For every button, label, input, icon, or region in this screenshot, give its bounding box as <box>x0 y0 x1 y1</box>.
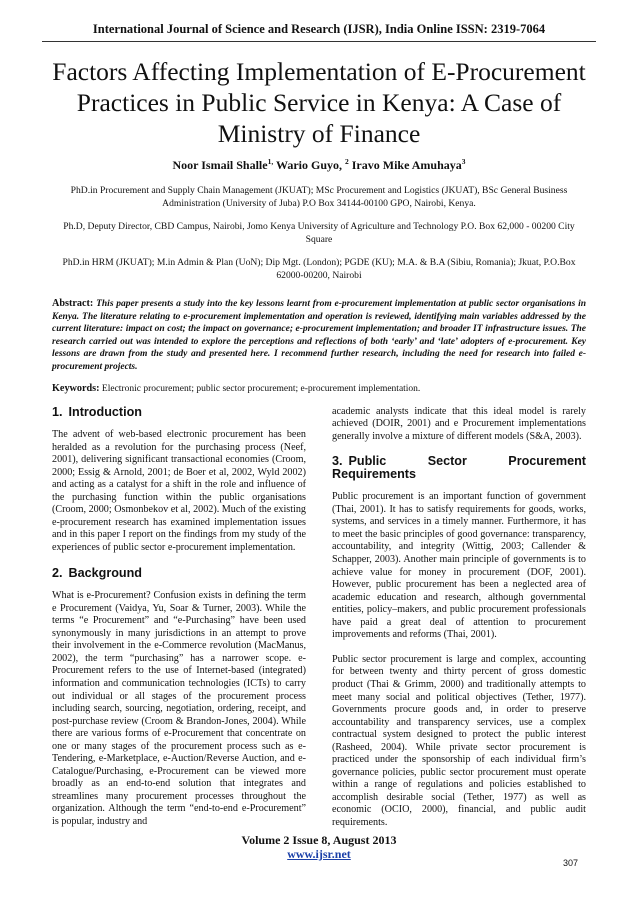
affiliation: Ph.D, Deputy Director, CBD Campus, Nairobi, Jomo Kenya University of Agriculture and Technology P.O. Box 62,000 - 00200 City Square <box>63 221 575 245</box>
section-heading-background <box>52 567 306 580</box>
author-affiliation-marker: 3 <box>461 157 466 166</box>
body-columns <box>52 406 586 842</box>
right-column <box>332 406 586 842</box>
author-affiliation-marker: 1, <box>267 157 274 166</box>
section-title: Background <box>68 565 142 580</box>
author-name: Wario Guyo, <box>273 158 346 172</box>
paragraph: Public procurement is an important function of government (Thai, 2001). It has to satisfy requirements for goods, works, systems, and services in a timely manner. Furthermore, it has to meet the basic principles of good governance: transparency, accountability, and integrity (Wittig, 2003; Callender & Schapper, 2003). Another main principle of governments is to achieve value for money in procurement (DOF, 2001). However, public procurement has been a neglected area of academic education and research, although governmental entities, policy–makers, and public procurement professionals have paid a great deal of attention to procurement improvements and reforms (Thai, 2001). <box>332 491 586 641</box>
author-line <box>52 157 586 173</box>
affiliation: PhD.in Procurement and Supply Chain Management (JKUAT); MSc Procurement and Logistics (JKUAT), BSc General Business Administration (University of Juba) P.O Box 34144-00100 GPO, Nairobi, Kenya. <box>70 185 568 209</box>
author-affiliation-marker: 2 <box>345 157 349 166</box>
page-number: 307 <box>562 858 578 868</box>
paragraph: academic analysts indicate that this ideal model is rarely achieved (DOIR, 2001) and e Procurement implementations generally involve a mixture of different models (S&A, 2003). <box>332 405 586 442</box>
journal-header: International Journal of Science and Research (IJSR), India Online ISSN: 2319-7064 <box>42 0 596 42</box>
section-number: 3. <box>332 454 343 469</box>
abstract-label: Abstract: <box>52 298 94 309</box>
paragraph: The advent of web-based electronic procurement has been heralded as a revolution for the purchasing process (Neef, 2001), delivering significant transactional economies (Croom, 2000; Essig & Arnold, 2001; de Boer et al, 2002, Wyld 2002) and acting as a catalyst for a shift in the role and influence of the purchasing function within the public organisations (Croom, 2000; Osmonbekov et al, 2002). Much of the existing e-procurement research has examined implementation issues and in this paper I report on the findings from my study of the experiences of public sector e-procurement implementation. <box>52 429 306 554</box>
keywords-label: Keywords: <box>52 382 100 394</box>
keywords <box>52 383 586 394</box>
footer <box>0 833 638 861</box>
issue-info: Volume 2 Issue 8, August 2013 <box>241 833 397 847</box>
section-title: Public Sector Procurement Requirements <box>332 454 586 481</box>
section-title: Introduction <box>68 404 142 419</box>
journal-url-link[interactable]: www.ijsr.net <box>287 847 351 861</box>
paragraph: Public sector procurement is large and complex, accounting for between twenty and thirty percent of gross domestic product (Thai & Grimm, 2000) and traditionally attempts to meet many social and political objectives (Tether, 1977). Governments procure goods and, in order to preserve accountability and transparency services, use a complex contractual system designed to protect the public interest (Rasheed, 2004). While private sector procurement is practiced under the sponsorship of each individual firm’s governance policies, public sector procurement must operate within a range of regulations and policies established to accomplish desirable social (Tether, 1977) as well as economic (OCIO, 2000), financial, and public audit requirements. <box>332 653 586 828</box>
section-number: 1. <box>52 404 63 419</box>
paper-title: Factors Affecting Implementation of E-Procurement Practices in Public Service in Kenya: A Case of Ministry of Finance <box>52 57 586 148</box>
section-number: 2. <box>52 565 63 580</box>
section-heading-requirements <box>332 455 586 480</box>
abstract-text: This paper presents a study into the key lessons learnt from e-procurement implementation at public sector organisations in Kenya. The literature relating to e-procurement implementation and operation is reviewed, identifying main variables addressed by the current literature: impact on cost; the impact on governance; e-procurement implementation; and broader IT infrastructure issues. The research carried out was intended to explore the perceptions and reflections of both ‘early’ and ‘late’ adopters of e-procurement. Key lessons are drawn from the study and presented here. I recommend further research, including the need for research into failed e-procurement projects. <box>52 299 587 372</box>
paragraph: What is e-Procurement? Confusion exists in defining the term e Procurement (Vaidya, Yu, Soar & Turner, 2003). While the terms “e Procurement” and “e-Purchasing” have been used synonymously in many jurisdictions in an attempt to prove their involvement in the e-Commerce revolution (MacManus, 2002), the term “purchasing” has a narrower scope. e-Procurement refers to the use of Internet-based (integrated) information and communication technologies (ICTs) to carry out individual or all stages of the procurement process including search, sourcing, negotiation, ordering, receipt, and post-purchase review (Croom & Brandon-Jones, 2004). While there are various forms of e-Procurement that concentrate on one or many stages of the procurement process such as e-Tendering, e-Marketplace, e-Auction/Reverse Auction, and e-Catalogue/Purchasing, e-Procurement can be viewed more broadly as an end-to-end solution that integrates and streamlines many procurement processes throughout the organization. Although the term “end-to-end e-Procurement” is popular, industry and <box>52 590 306 827</box>
keywords-text: Electronic procurement; public sector procurement; e-procurement implementation. <box>101 383 421 394</box>
section-heading-introduction <box>52 406 306 419</box>
author-name: Noor Ismail Shalle <box>172 158 268 172</box>
abstract <box>52 298 586 374</box>
author-name: Iravo Mike Amuhaya <box>348 158 462 172</box>
left-column <box>52 406 306 842</box>
affiliation: PhD.in HRM (JKUAT); M.in Admin & Plan (UoN); Dip Mgt. (London); PGDE (KU); M.A. & B.A (Sibiu, Romania); Jkuat, P.O.Box 62000-00200, Nairobi <box>62 257 576 281</box>
